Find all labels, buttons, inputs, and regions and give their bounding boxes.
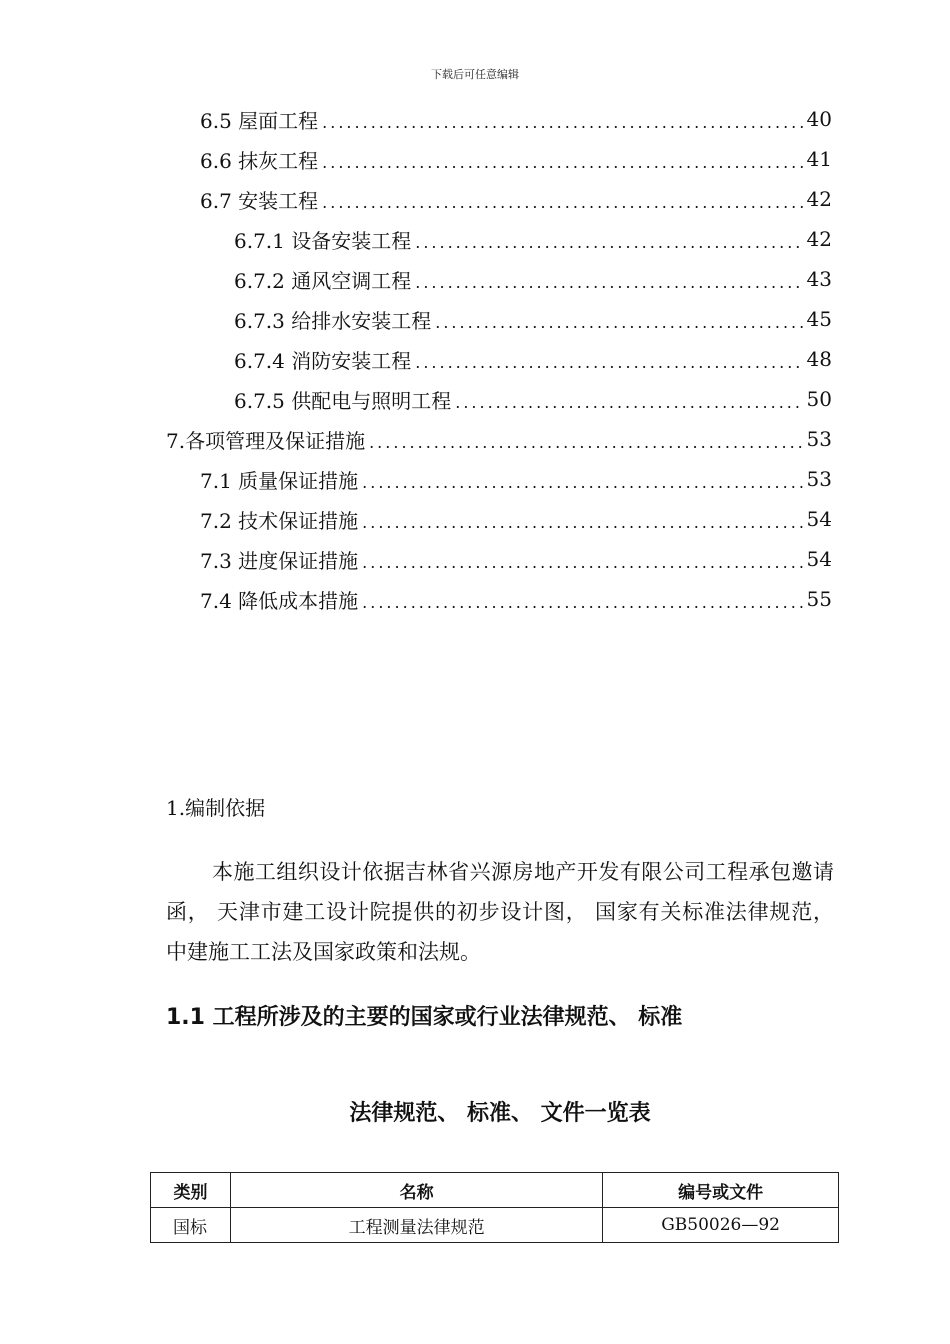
toc-entry[interactable] <box>234 224 832 254</box>
column-header-code: 编号或文件 <box>603 1173 839 1208</box>
toc-entry[interactable] <box>234 264 832 294</box>
body-paragraph: 本施工组织设计依据吉林省兴源房地产开发有限公司工程承包邀请函， 天津市建工设计院提供的初步设计图， 国家有关标准法律规范， 中建施工工法及国家政策和法规。 <box>166 860 834 964</box>
table-title: 法律规范、 标准、 文件一览表 <box>349 1101 651 1126</box>
toc-entry-page: 48 <box>806 347 832 371</box>
toc-leader-dots <box>415 273 802 292</box>
toc-entry-page: 41 <box>806 147 832 171</box>
toc-entry[interactable] <box>200 504 832 534</box>
toc-entry-page: 40 <box>806 107 832 131</box>
cell-category: 国标 <box>151 1208 231 1243</box>
toc-entry-page: 42 <box>806 227 832 251</box>
toc-entry[interactable] <box>200 464 832 494</box>
toc-entry[interactable] <box>200 584 832 614</box>
toc-leader-dots <box>415 353 802 372</box>
toc-entry-label: 6.7.3 给排水安装工程 <box>234 308 432 333</box>
column-header-category: 类别 <box>151 1173 231 1208</box>
toc-entry-label: 7.4 降低成本措施 <box>200 588 359 613</box>
toc-entry-label: 7.1 质量保证措施 <box>200 468 359 493</box>
toc-leader-dots <box>362 473 802 492</box>
toc-leader-dots <box>322 193 802 212</box>
toc-entry-label: 6.7.1 设备安装工程 <box>234 228 412 253</box>
toc-entry[interactable] <box>234 384 832 414</box>
toc-entry-page: 53 <box>806 427 832 451</box>
cell-name: 工程测量法律规范 <box>230 1208 602 1243</box>
toc-entry-label: 6.7.4 消防安装工程 <box>234 348 412 373</box>
table-header-row <box>151 1173 839 1208</box>
table-row <box>151 1208 839 1243</box>
toc-entry[interactable] <box>166 424 832 454</box>
toc-entry-page: 53 <box>806 467 832 491</box>
column-header-name: 名称 <box>230 1173 602 1208</box>
toc-leader-dots <box>362 593 802 612</box>
subsection-heading: 1.1 工程所涉及的主要的国家或行业法律规范、 标准 <box>166 1005 683 1030</box>
toc-entry[interactable] <box>200 184 832 214</box>
toc-entry-page: 55 <box>806 587 832 611</box>
toc-entry-label: 6.5 屋面工程 <box>200 108 319 133</box>
toc-leader-dots <box>362 553 802 572</box>
toc-entry[interactable] <box>234 344 832 374</box>
toc-entry-page: 54 <box>806 507 832 531</box>
toc-entry[interactable] <box>200 544 832 574</box>
toc-entry-page: 43 <box>806 267 832 291</box>
laws-table <box>150 1172 839 1243</box>
toc-entry-label: 7.2 技术保证措施 <box>200 508 359 533</box>
toc-leader-dots <box>322 113 802 132</box>
toc-entry-page: 42 <box>806 187 832 211</box>
toc-leader-dots <box>455 393 802 412</box>
toc-entry-label: 6.6 抹灰工程 <box>200 148 319 173</box>
toc-entry-label: 6.7.5 供配电与照明工程 <box>234 388 452 413</box>
cell-code: GB50026—92 <box>603 1208 839 1243</box>
section-title: 1.编制依据 <box>166 796 266 820</box>
toc-entry-page: 50 <box>806 387 832 411</box>
toc-leader-dots <box>369 433 802 452</box>
toc-entry-label: 6.7 安装工程 <box>200 188 319 213</box>
toc-entry-label: 7.3 进度保证措施 <box>200 548 359 573</box>
toc-leader-dots <box>322 153 802 172</box>
toc-leader-dots <box>435 313 802 332</box>
toc-entry[interactable] <box>234 304 832 334</box>
toc-leader-dots <box>415 233 802 252</box>
toc-entry-label: 7.各项管理及保证措施 <box>166 428 366 453</box>
toc-entry[interactable] <box>200 144 832 174</box>
page-header: 下载后可任意编辑 <box>431 68 519 81</box>
toc-entry[interactable] <box>200 104 832 134</box>
toc-entry-label: 6.7.2 通风空调工程 <box>234 268 412 293</box>
toc-entry-page: 54 <box>806 547 832 571</box>
toc-leader-dots <box>362 513 802 532</box>
toc-entry-page: 45 <box>806 307 832 331</box>
